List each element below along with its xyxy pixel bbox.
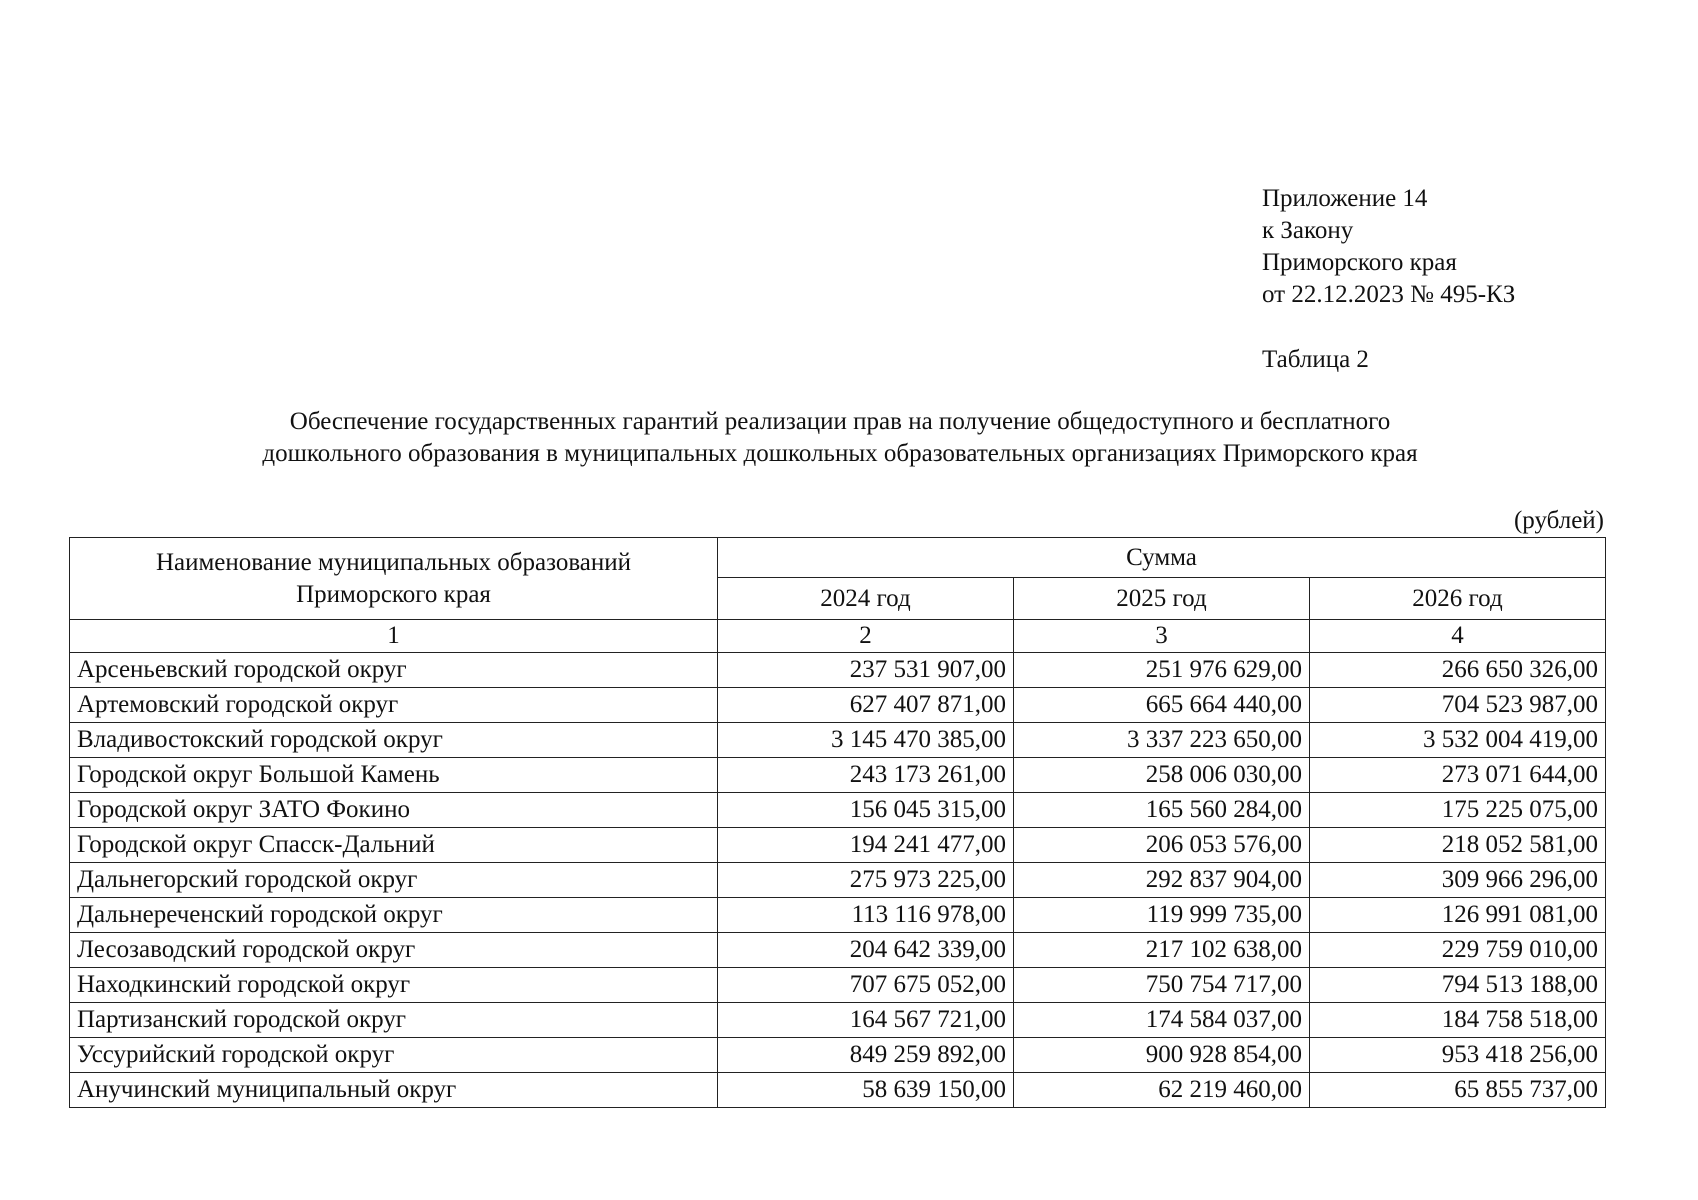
table-row bbox=[70, 1003, 1606, 1038]
table-row bbox=[70, 933, 1606, 968]
amount-2024: 156 045 315,00 bbox=[718, 793, 1014, 828]
table-row bbox=[70, 1038, 1606, 1073]
amount-2026: 309 966 296,00 bbox=[1310, 863, 1606, 898]
amount-2024: 237 531 907,00 bbox=[718, 653, 1014, 688]
amount-2025: 119 999 735,00 bbox=[1014, 898, 1310, 933]
header-year-2025: 2025 год bbox=[1014, 578, 1310, 620]
amount-2025: 251 976 629,00 bbox=[1014, 653, 1310, 688]
amount-2025: 206 053 576,00 bbox=[1014, 828, 1310, 863]
appendix-line: Приложение 14 bbox=[1262, 185, 1428, 212]
title-line-1: Обеспечение государственных гарантий реализации прав на получение общедоступного и бесплатного bbox=[289, 408, 1391, 435]
amount-2026: 273 071 644,00 bbox=[1310, 758, 1606, 793]
municipality-name: Городской округ Спасск-Дальний bbox=[70, 828, 718, 863]
amount-2026: 794 513 188,00 bbox=[1310, 968, 1606, 1003]
amount-2025: 174 584 037,00 bbox=[1014, 1003, 1310, 1038]
amount-2024: 243 173 261,00 bbox=[718, 758, 1014, 793]
municipality-name: Уссурийский городской округ bbox=[70, 1038, 718, 1073]
amount-2024: 194 241 477,00 bbox=[718, 828, 1014, 863]
budget-table bbox=[69, 537, 1606, 1108]
municipality-name: Арсеньевский городской округ bbox=[70, 653, 718, 688]
amount-2025: 217 102 638,00 bbox=[1014, 933, 1310, 968]
header-sum-cell: Сумма bbox=[718, 538, 1606, 578]
header-index-2: 2 bbox=[718, 620, 1014, 653]
amount-2025: 665 664 440,00 bbox=[1014, 688, 1310, 723]
table-row bbox=[70, 968, 1606, 1003]
municipality-name: Анучинский муниципальный округ bbox=[70, 1073, 718, 1108]
municipality-name: Городской округ Большой Камень bbox=[70, 758, 718, 793]
amount-2025: 62 219 460,00 bbox=[1014, 1073, 1310, 1108]
amount-2025: 900 928 854,00 bbox=[1014, 1038, 1310, 1073]
amount-2026: 126 991 081,00 bbox=[1310, 898, 1606, 933]
amount-2024: 3 145 470 385,00 bbox=[718, 723, 1014, 758]
appendix-line: к Закону bbox=[1262, 217, 1354, 244]
amount-2026: 218 052 581,00 bbox=[1310, 828, 1606, 863]
table-label: Таблица 2 bbox=[1262, 346, 1369, 373]
amount-2025: 258 006 030,00 bbox=[1014, 758, 1310, 793]
amount-2025: 3 337 223 650,00 bbox=[1014, 723, 1310, 758]
municipality-name: Партизанский городской округ bbox=[70, 1003, 718, 1038]
table-row bbox=[70, 863, 1606, 898]
amount-2026: 65 855 737,00 bbox=[1310, 1073, 1606, 1108]
table-row bbox=[70, 793, 1606, 828]
title-line-2: дошкольного образования в муниципальных дошкольных образовательных организациях Приморского края bbox=[262, 440, 1418, 467]
amount-2024: 204 642 339,00 bbox=[718, 933, 1014, 968]
amount-2026: 184 758 518,00 bbox=[1310, 1003, 1606, 1038]
header-year-2026: 2026 год bbox=[1310, 578, 1606, 620]
header-index-3: 3 bbox=[1014, 620, 1310, 653]
municipality-name: Городской округ ЗАТО Фокино bbox=[70, 793, 718, 828]
table-row bbox=[70, 688, 1606, 723]
header-name-line-2: Приморского края bbox=[296, 580, 491, 608]
municipality-name: Владивостокский городской округ bbox=[70, 723, 718, 758]
amount-2024: 164 567 721,00 bbox=[718, 1003, 1014, 1038]
amount-2026: 229 759 010,00 bbox=[1310, 933, 1606, 968]
table-row bbox=[70, 898, 1606, 933]
table-row bbox=[70, 653, 1606, 688]
amount-2026: 3 532 004 419,00 bbox=[1310, 723, 1606, 758]
amount-2026: 266 650 326,00 bbox=[1310, 653, 1606, 688]
municipality-name: Лесозаводский городской округ bbox=[70, 933, 718, 968]
document-title bbox=[70, 406, 1610, 470]
amount-2024: 707 675 052,00 bbox=[718, 968, 1014, 1003]
table-row bbox=[70, 1073, 1606, 1108]
header-year-2024: 2024 год bbox=[718, 578, 1014, 620]
amount-2026: 953 418 256,00 bbox=[1310, 1038, 1606, 1073]
appendix-block bbox=[1262, 183, 1515, 311]
header-index-1: 1 bbox=[70, 620, 718, 653]
amount-2025: 750 754 717,00 bbox=[1014, 968, 1310, 1003]
header-name-cell bbox=[70, 538, 718, 620]
municipality-name: Находкинский городской округ bbox=[70, 968, 718, 1003]
amount-2024: 849 259 892,00 bbox=[718, 1038, 1014, 1073]
municipality-name: Дальнегорский городской округ bbox=[70, 863, 718, 898]
amount-2026: 704 523 987,00 bbox=[1310, 688, 1606, 723]
table-row bbox=[70, 723, 1606, 758]
appendix-line: Приморского края bbox=[1262, 249, 1457, 276]
header-name-line-1: Наименование муниципальных образований bbox=[155, 548, 632, 576]
amount-2024: 627 407 871,00 bbox=[718, 688, 1014, 723]
unit-note: (рублей) bbox=[1513, 507, 1604, 534]
table-row bbox=[70, 758, 1606, 793]
amount-2024: 275 973 225,00 bbox=[718, 863, 1014, 898]
amount-2026: 175 225 075,00 bbox=[1310, 793, 1606, 828]
municipality-name: Артемовский городской округ bbox=[70, 688, 718, 723]
municipality-name: Дальнереченский городской округ bbox=[70, 898, 718, 933]
amount-2024: 113 116 978,00 bbox=[718, 898, 1014, 933]
header-index-4: 4 bbox=[1310, 620, 1606, 653]
amount-2024: 58 639 150,00 bbox=[718, 1073, 1014, 1108]
table-row bbox=[70, 828, 1606, 863]
amount-2025: 292 837 904,00 bbox=[1014, 863, 1310, 898]
amount-2025: 165 560 284,00 bbox=[1014, 793, 1310, 828]
appendix-line: от 22.12.2023 № 495-КЗ bbox=[1262, 281, 1516, 308]
